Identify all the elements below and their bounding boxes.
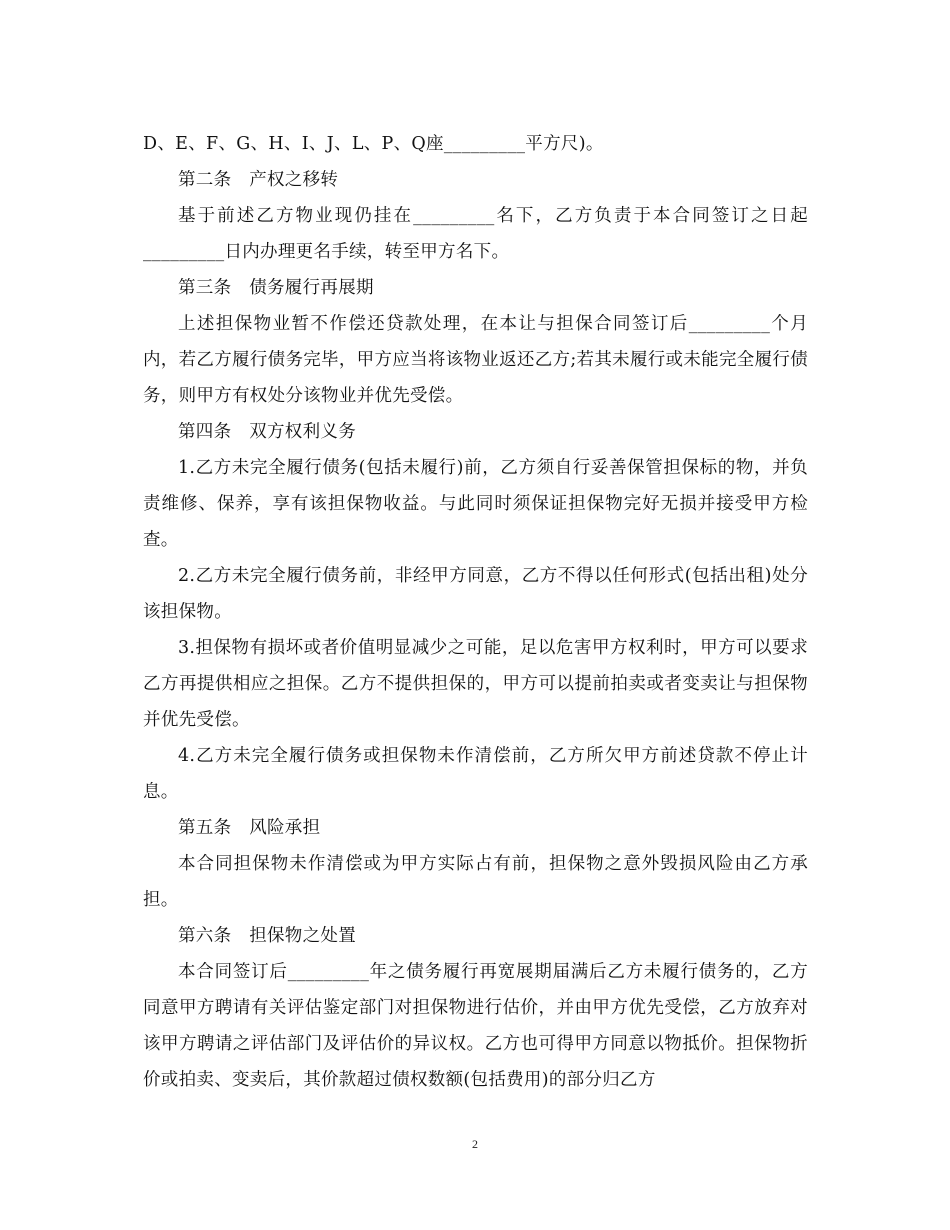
clause-item: 3.担保物有损坏或者价值明显减少之可能，足以危害甲方权利时，甲方可以要求乙方再提供相应之担保。乙方不提供担保的，甲方可以提前拍卖或者变卖让与担保物并优先受偿。 [143,638,808,730]
clause-item: 2.乙方未完全履行债务前，非经甲方同意，乙方不得以任何形式(包括出租)处分该担保物。 [143,566,808,622]
paragraph: 上述担保物业暂不作偿还贷款处理，在本让与担保合同签订后_________个月内，若乙方履行债务完毕，甲方应当将该物业返还乙方;若其未履行或未能完全履行债务，则甲方有权处分该物业并优先受偿。 [143,314,808,406]
article-heading-5: 第五条 风险承担 [178,818,321,838]
clause-item: 4.乙方未完全履行债务或担保物未作清偿前，乙方所欠甲方前述贷款不停止计息。 [143,746,808,802]
paragraph: 基于前述乙方物业现仍挂在_________名下，乙方负责于本合同签订之日起_________日内办理更名手续，转至甲方名下。 [143,206,808,262]
document-body [143,126,808,1098]
article-heading-4: 第四条 双方权利义务 [178,422,356,442]
article-heading-6: 第六条 担保物之处置 [178,926,356,946]
clause-item: 1.乙方未完全履行债务(包括未履行)前，乙方须自行妥善保管担保标的物，并负责维修、保养，享有该担保物收益。与此同时须保证担保物完好无损并接受甲方检查。 [143,458,808,550]
article-heading-3: 第三条 债务履行再展期 [178,278,374,298]
page-number: 2 [472,1137,478,1151]
paragraph: 本合同担保物未作清偿或为甲方实际占有前，担保物之意外毁损风险由乙方承担。 [143,854,808,910]
article-heading-2: 第二条 产权之移转 [178,170,339,190]
paragraph-continuation: D、E、F、G、H、I、J、L、P、Q座_________平方尺)。 [143,134,604,154]
paragraph: 本合同签订后_________年之债务履行再宽展期届满后乙方未履行债务的，乙方同意甲方聘请有关评估鉴定部门对担保物进行估价，并由甲方优先受偿，乙方放弃对该甲方聘请之评估部门及评估价的异议权。乙方也可得甲方同意以物抵价。担保物折价或拍卖、变卖后，其价款超过债权数额(包括费用)的部分归乙方 [143,962,808,1090]
